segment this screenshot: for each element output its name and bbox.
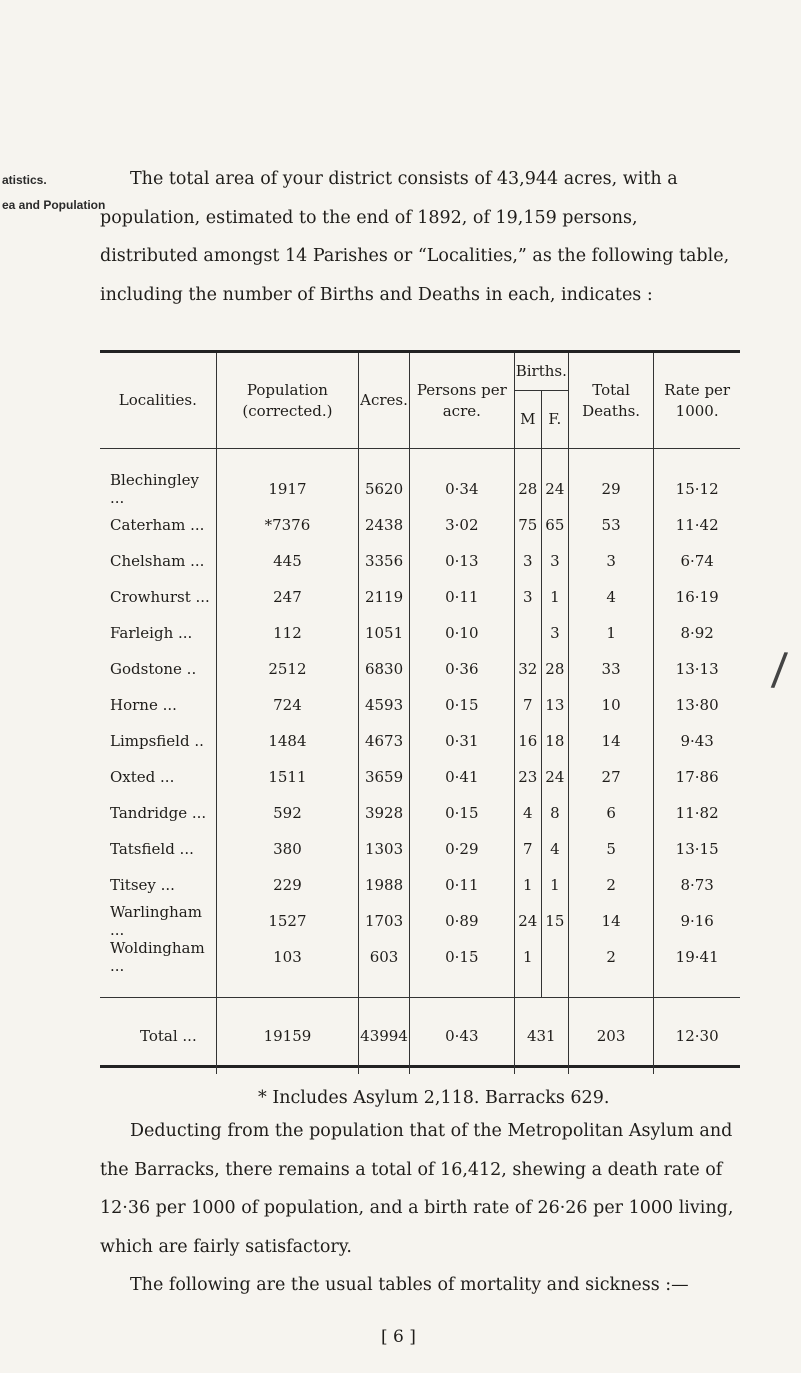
cell-rate: 8·92 [654, 615, 740, 651]
header-births: Births. [514, 353, 568, 391]
cell-f: 3 [541, 543, 568, 579]
cell-m: 16 [514, 723, 541, 759]
margin-note-area-population: ea and Population [2, 198, 106, 212]
closing-text: Deducting from the population that of the Metropolitan Asylum and the Barracks, there remains a total of 16,412, shewing a death rate of 12·36 per 1000 of population, and a birth rate of 26·26 per 1000 living, which are fairly satisfactory. [100, 1121, 734, 1257]
cell-deaths: 14 [568, 723, 653, 759]
header-population: Population (corrected.) [216, 353, 358, 448]
intro-text: The total area of your district consists of 43,944 acres, with a population, estimated to the end of 1892, of 19,159 persons, distributed amongst 14 Parishes or “Localities,” as the following table, including the number of Births and Deaths in each, indicates : [100, 169, 730, 305]
table-row [100, 543, 740, 579]
cell-population: 445 [216, 543, 358, 579]
cell-locality: Caterham ... [110, 516, 205, 534]
cell-locality: Crowhurst ... [110, 588, 210, 606]
header-rate: Rate per 1000. [654, 353, 740, 448]
cell-ppa: 0·29 [409, 831, 514, 867]
cell-acres: 1703 [359, 903, 410, 939]
table-row [100, 471, 740, 507]
cell-rate: 9·16 [654, 903, 740, 939]
cell-population: 103 [216, 939, 358, 975]
cell-population: *7376 [216, 507, 358, 543]
following-text: The following are the usual tables of mortality and sickness :— [130, 1275, 689, 1295]
total-row [100, 998, 740, 1075]
cell-deaths: 6 [568, 795, 653, 831]
cell-f: 4 [541, 831, 568, 867]
cell-f: 13 [541, 687, 568, 723]
total-deaths: 203 [568, 998, 653, 1075]
cell-m: 1 [514, 939, 541, 975]
cell-acres: 3356 [359, 543, 410, 579]
header-acres: Acres. [359, 353, 410, 448]
table-row [100, 867, 740, 903]
cell-f: 18 [541, 723, 568, 759]
cell-rate: 16·19 [654, 579, 740, 615]
table-row [100, 687, 740, 723]
table-row [100, 759, 740, 795]
cell-ppa: 0·13 [409, 543, 514, 579]
cell-rate: 17·86 [654, 759, 740, 795]
pencil-mark: / [770, 643, 789, 696]
cell-f: 1 [541, 579, 568, 615]
cell-acres: 1988 [359, 867, 410, 903]
cell-population: 592 [216, 795, 358, 831]
cell-ppa: 0·11 [409, 867, 514, 903]
cell-rate: 13·15 [654, 831, 740, 867]
footnote: * Includes Asylum 2,118. Barracks 629. [258, 1088, 610, 1108]
closing-paragraph [100, 1112, 740, 1305]
cell-ppa: 3·02 [409, 507, 514, 543]
header-total-deaths: Total Deaths. [568, 353, 653, 448]
table-row [100, 831, 740, 867]
cell-deaths: 1 [568, 615, 653, 651]
cell-acres: 6830 [359, 651, 410, 687]
cell-m: 75 [514, 507, 541, 543]
cell-f: 24 [541, 759, 568, 795]
total-rate: 12·30 [654, 998, 740, 1075]
cell-acres: 5620 [359, 471, 410, 507]
intro-paragraph [100, 160, 740, 314]
cell-rate: 11·42 [654, 507, 740, 543]
cell-population: 724 [216, 687, 358, 723]
cell-rate: 11·82 [654, 795, 740, 831]
cell-ppa: 0·11 [409, 579, 514, 615]
cell-locality: Warlingham ... [110, 903, 202, 939]
cell-deaths: 27 [568, 759, 653, 795]
cell-acres: 603 [359, 939, 410, 975]
table-row [100, 579, 740, 615]
header-persons-per-acre: Persons per acre. [409, 353, 514, 448]
total-ppa: 0·43 [409, 998, 514, 1075]
cell-rate: 13·13 [654, 651, 740, 687]
table-row [100, 723, 740, 759]
cell-population: 229 [216, 867, 358, 903]
table-row [100, 507, 740, 543]
margin-note-statistics: atistics. [2, 173, 47, 187]
cell-rate: 13·80 [654, 687, 740, 723]
total-acres: 43994 [359, 998, 410, 1075]
cell-ppa: 0·89 [409, 903, 514, 939]
cell-rate: 6·74 [654, 543, 740, 579]
cell-rate: 19·41 [654, 939, 740, 975]
cell-population: 380 [216, 831, 358, 867]
cell-deaths: 10 [568, 687, 653, 723]
cell-ppa: 0·15 [409, 939, 514, 975]
cell-m: 7 [514, 687, 541, 723]
cell-f: 24 [541, 471, 568, 507]
cell-rate: 15·12 [654, 471, 740, 507]
cell-acres: 4673 [359, 723, 410, 759]
cell-deaths: 4 [568, 579, 653, 615]
cell-acres: 1051 [359, 615, 410, 651]
cell-deaths: 2 [568, 939, 653, 975]
cell-ppa: 0·10 [409, 615, 514, 651]
cell-m: 32 [514, 651, 541, 687]
cell-ppa: 0·34 [409, 471, 514, 507]
cell-deaths: 3 [568, 543, 653, 579]
cell-m: 28 [514, 471, 541, 507]
table-row [100, 651, 740, 687]
page-number: [ 6 ] [381, 1327, 416, 1347]
cell-ppa: 0·31 [409, 723, 514, 759]
cell-locality: Blechingley ... [110, 471, 199, 507]
total-population: 19159 [216, 998, 358, 1075]
cell-f: 65 [541, 507, 568, 543]
cell-deaths: 53 [568, 507, 653, 543]
cell-deaths: 2 [568, 867, 653, 903]
table-row [100, 939, 740, 975]
cell-locality: Horne ... [110, 696, 177, 714]
cell-locality: Woldingham ... [110, 939, 205, 975]
cell-population: 112 [216, 615, 358, 651]
cell-acres: 3659 [359, 759, 410, 795]
header-births-f: F. [541, 391, 568, 449]
cell-deaths: 5 [568, 831, 653, 867]
cell-f: 15 [541, 903, 568, 939]
cell-population: 1917 [216, 471, 358, 507]
cell-m: 3 [514, 579, 541, 615]
cell-acres: 3928 [359, 795, 410, 831]
births-deaths-table [100, 350, 740, 1068]
cell-deaths: 14 [568, 903, 653, 939]
cell-f: 3 [541, 615, 568, 651]
cell-m: 1 [514, 867, 541, 903]
cell-m: 3 [514, 543, 541, 579]
header-births-m: M [514, 391, 541, 449]
cell-f: 8 [541, 795, 568, 831]
cell-m [514, 615, 541, 651]
cell-f: 28 [541, 651, 568, 687]
total-births: 431 [514, 998, 568, 1075]
cell-f: 1 [541, 867, 568, 903]
cell-ppa: 0·36 [409, 651, 514, 687]
header-localities: Localities. [118, 391, 197, 409]
cell-acres: 2438 [359, 507, 410, 543]
cell-population: 2512 [216, 651, 358, 687]
table-row [100, 903, 740, 939]
cell-population: 1511 [216, 759, 358, 795]
cell-m: 24 [514, 903, 541, 939]
cell-locality: Tatsfield ... [110, 840, 194, 858]
cell-locality: Tandridge ... [110, 804, 207, 822]
cell-m: 7 [514, 831, 541, 867]
cell-population: 1484 [216, 723, 358, 759]
cell-locality: Titsey ... [110, 876, 175, 894]
cell-acres: 1303 [359, 831, 410, 867]
cell-locality: Limpsfield .. [110, 732, 204, 750]
cell-deaths: 29 [568, 471, 653, 507]
cell-acres: 2119 [359, 579, 410, 615]
cell-locality: Oxted ... [110, 768, 175, 786]
table-row [100, 795, 740, 831]
cell-f [541, 939, 568, 975]
cell-ppa: 0·15 [409, 687, 514, 723]
cell-rate: 8·73 [654, 867, 740, 903]
cell-m: 23 [514, 759, 541, 795]
cell-population: 247 [216, 579, 358, 615]
cell-deaths: 33 [568, 651, 653, 687]
table-row [100, 615, 740, 651]
cell-m: 4 [514, 795, 541, 831]
cell-ppa: 0·15 [409, 795, 514, 831]
cell-rate: 9·43 [654, 723, 740, 759]
cell-locality: Farleigh ... [110, 624, 193, 642]
cell-population: 1527 [216, 903, 358, 939]
cell-ppa: 0·41 [409, 759, 514, 795]
cell-locality: Godstone .. [110, 660, 197, 678]
cell-locality: Chelsham ... [110, 552, 205, 570]
cell-acres: 4593 [359, 687, 410, 723]
total-label: Total ... [100, 998, 216, 1075]
